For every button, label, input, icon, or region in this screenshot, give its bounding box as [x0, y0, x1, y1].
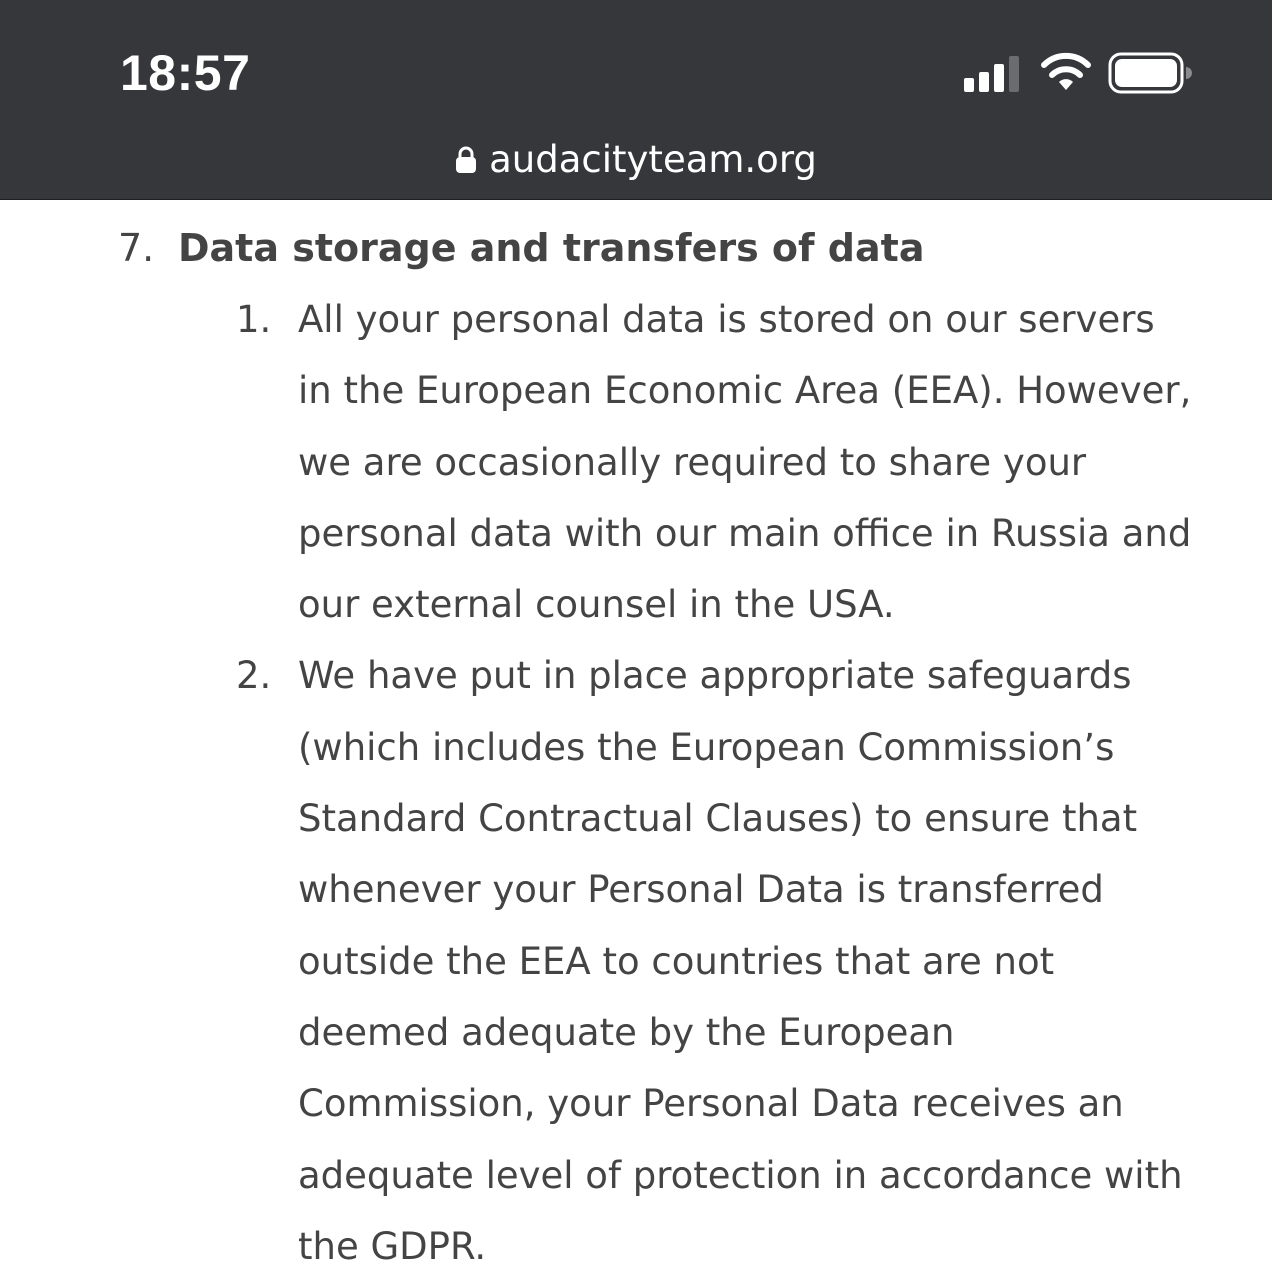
item-text: All your personal data is stored on our servers in the European Economic Area (EEA). However, we are occasionally required to share your personal data with our main office in Russia and our external counsel in the USA. — [298, 298, 1192, 627]
section-number: 7. — [118, 226, 155, 270]
list-item — [236, 640, 1258, 1280]
page-content — [0, 200, 1272, 1280]
signal-icon — [962, 54, 1022, 92]
item-text: We have put in place appropriate safeguards (which includes the European Commission’s Standard Contractual Clauses) to ensure that whenever your Personal Data is transferred outside the EEA to countries that are not deemed adequate by the European Commission, your Personal Data receives an adequate level of protection in accordance with the GDPR. — [298, 654, 1183, 1268]
section-heading — [118, 212, 1258, 284]
list-item — [236, 284, 1258, 640]
policy-section — [118, 212, 1258, 1280]
item-number: 2. — [236, 654, 272, 698]
status-icons — [962, 50, 1192, 94]
status-time: 18:57 — [120, 45, 251, 101]
lock-icon — [455, 145, 477, 175]
section-items — [118, 284, 1258, 1280]
section-title: Data storage and transfers of data — [178, 226, 925, 270]
address-bar[interactable] — [0, 132, 1272, 188]
battery-icon — [1108, 52, 1192, 94]
item-number: 1. — [236, 298, 272, 341]
browser-top-bar — [0, 0, 1272, 200]
url-text[interactable]: audacityteam.org — [489, 138, 817, 181]
wifi-icon — [1040, 50, 1092, 92]
